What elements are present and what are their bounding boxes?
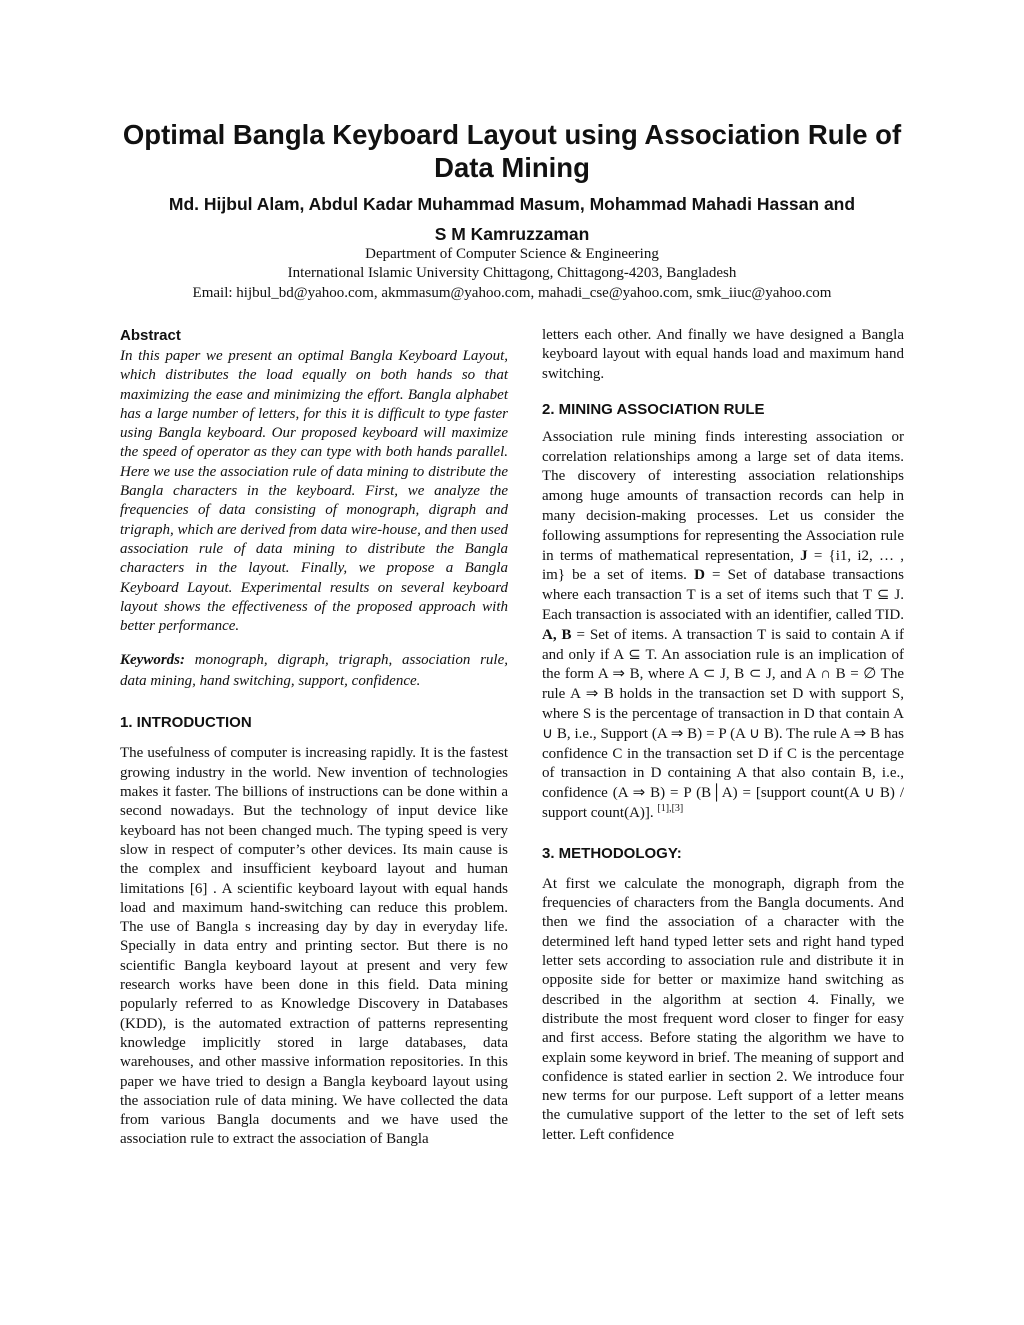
ab-definition: = Set of items. A transaction T is said to contain A if and only if A ⊆ T. An association rule is an implication of the form A ⇒ B, where A ⊂ J, B ⊂ J, and A ∩ B = ∅ The rule A ⇒ B holds in the transaction set D with support S, where S is the percentage of transaction in D that contain A ∪ B, i.e., Support (A ⇒ B) = P (A ∪ B). The rule A ⇒ B has confidence C in the transaction set D if C is the percentage of transaction in D containing A that also contain B, i.e., confidence (A ⇒ B) = P (B│A) = [support count(A ∪ B) / support count(A)]. (542, 626, 904, 822)
author-list (100, 189, 924, 249)
methodology-heading: 3. METHODOLOGY: (542, 844, 682, 862)
introduction-continuation: letters each other. And finally we have designed a Bangla keyboard layout with equal hands load and maximum hand switching. (542, 327, 904, 382)
department: Department of Computer Science & Engineering (365, 246, 659, 262)
keywords-text: monograph, digraph, trigraph, association rule, data mining, hand switching, support, confidence. (120, 652, 508, 690)
symbol-ab: A, B (542, 626, 572, 643)
symbol-j: J (800, 547, 808, 564)
d-definition: = Set of database transactions where each transaction T is a set of items such that T ⊆ J. Each transaction is associated with an identifier, called TID. (542, 567, 904, 624)
university: International Islamic University Chittagong, Chittagong-4203, Bangladesh (287, 265, 737, 281)
j-definition: = {i1, i2, … , im} be a set of items. (542, 547, 905, 584)
mining-text (542, 428, 904, 824)
introduction-heading: 1. INTRODUCTION (120, 714, 252, 732)
mining-heading: 2. MINING ASSOCIATION RULE (542, 400, 765, 418)
citation-refs: [1],[3] (657, 803, 684, 815)
paper-title: Optimal Bangla Keyboard Layout using Association Rule of Data Mining (122, 119, 902, 183)
symbol-d: D (694, 567, 705, 584)
introduction-text: The usefulness of computer is increasing rapidly. It is the fastest growing industry in the world. New invention of technologies makes it faster. The billions of instructions can be done within a second nowadays. But the technology of input device like keyboard has not been changed much. The typing speed is very slow in respect of computer’s other devices. Its main cause is the complex and insufficient keyboard layout and human limitations [6] . A scientific keyboard layout with equal hands load and maximum hand-switching can reduce this problem. The use of Bangla s increasing day by day in everyday life. Specially in data entry and printing sector. But there is no scientific Bangla keyboard layout at present and very few research works have been done in this field. Data mining popularly referred to as Knowledge Discovery in Databases (KDD), is the automated extraction of patterns representing knowledge implicitly stored in large databases, data warehouses, and other massive information repositories. In this paper we have tried to design a Bangla keyboard layout using the association rule of data mining. We have collected the data from various Bangla documents and we have used the association rule to extract the association of Bangla (120, 745, 508, 1148)
abstract-heading: Abstract (120, 327, 181, 344)
authors-line-2: S M Kamruzzaman (434, 224, 590, 244)
methodology-text: At first we calculate the monograph, digraph from the frequencies of characters from the Bangla documents. And then we find the association of a character with the determined left hand typed letter sets and right hand typed letter sets according to association rule and distribute it in opposite side for better or maximize hand switching as described in the algorithm at section 4. Finally, we distribute the most frequent word closer to finger for easy and first access. Before stating the algorithm we have to explain some keyword in brief. The meaning of support and confidence is stated earlier in section 2. We introduce four new terms for our purpose. Left support of a letter means the cumulative support of the letter to the set of left sets letter. Left confidence (542, 875, 904, 1143)
right-column (542, 326, 904, 1145)
left-column (120, 326, 508, 1150)
authors-line-1: Md. Hijbul Alam, Abdul Kadar Muhammad Masum, Mohammad Mahadi Hassan and (168, 194, 856, 214)
keywords-label: Keywords: (120, 652, 185, 669)
keywords (120, 650, 508, 692)
mining-intro: Association rule mining finds interesting association or correlation relationships among a large set of data items. The discovery of interesting association relationships among huge amounts of transaction records can help in many decision-making processes. Let us consider the following assumptions for representing the Association rule in terms of mathematical representation, (542, 428, 904, 564)
abstract-text: In this paper we present an optimal Bangla Keyboard Layout, which distributes the load equally on both hands so that maximizing the ease and minimizing the effort. Bangla alphabet has a large number of letters, for this it is difficult to type faster using Bangla keyboard. Our proposed keyboard will maximize the speed of operator as they can type with both hands parallel. Here we use the association rule of data mining to distribute the Bangla characters in the keyboard. First, we analyze the frequencies of data consisting of monograph, digraph and trigraph, which are derived from data wire-house, and then used association rule of data mining to distribute the Bangla characters in the layout. Finally, we propose a Bangla Keyboard Layout. Experimental results on several keyboard layout shows the effectiveness of the proposed approach with better performance. (120, 348, 508, 635)
email-line: Email: hijbul_bd@yahoo.com, akmmasum@yahoo.com, mahadi_cse@yahoo.com, smk_iiuc@yahoo.com (192, 285, 832, 301)
